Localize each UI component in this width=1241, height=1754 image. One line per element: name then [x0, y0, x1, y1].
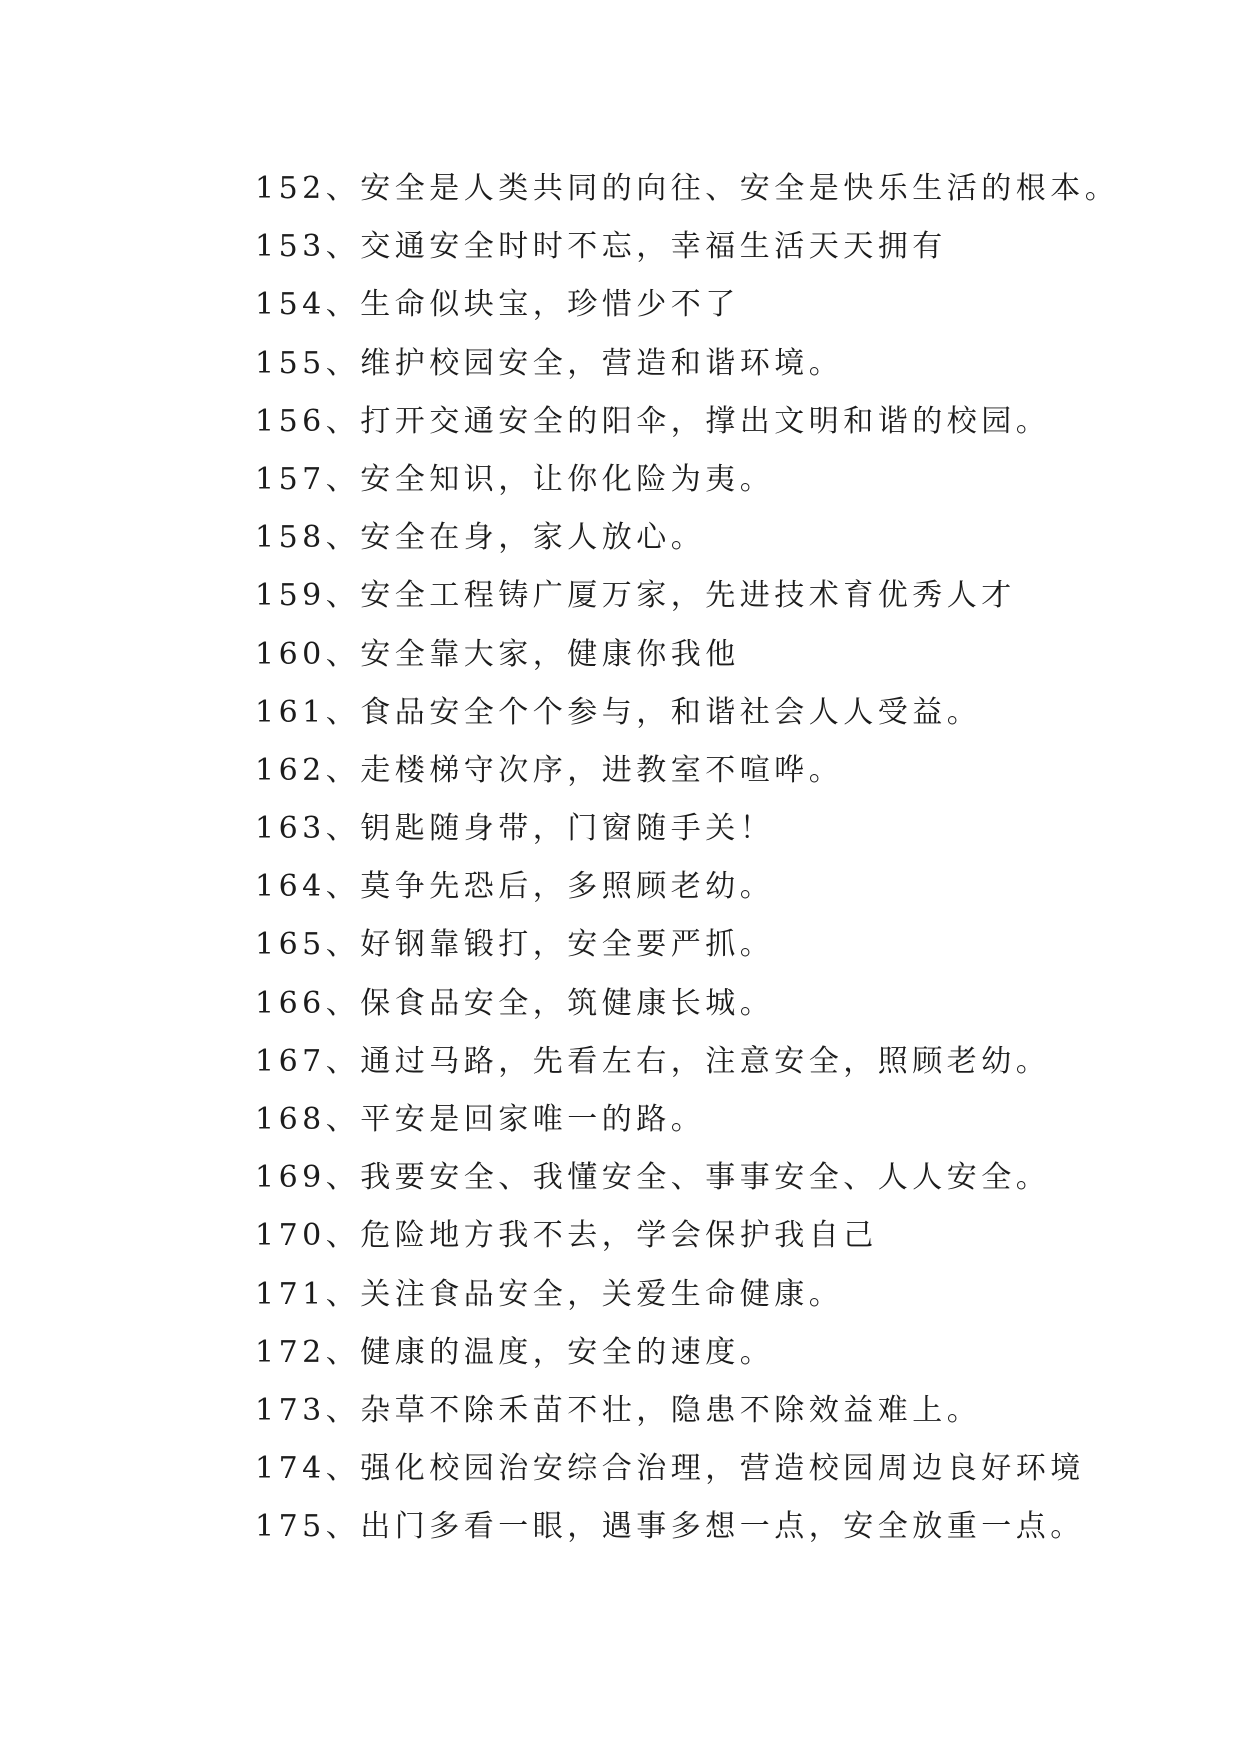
slogan-line: 155、维护校园安全，营造和谐环境。	[255, 345, 844, 381]
slogan-line: 169、我要安全、我懂安全、事事安全、人人安全。	[255, 1160, 1051, 1196]
slogan-line: 162、走楼梯守次序，进教室不喧哗。	[255, 752, 844, 788]
slogan-line: 173、杂草不除禾苗不壮，隐患不除效益难上。	[255, 1392, 982, 1428]
slogan-line: 153、交通安全时时不忘，幸福生活天天拥有	[255, 229, 947, 265]
slogan-line: 165、好钢靠锻打，安全要严抓。	[255, 927, 775, 963]
slogan-line: 166、保食品安全，筑健康长城。	[255, 985, 775, 1021]
slogan-list	[255, 160, 1155, 1557]
slogan-line: 152、安全是人类共同的向往、安全是快乐生活的根本。	[255, 171, 1120, 206]
slogan-line: 170、危险地方我不去，学会保护我自己	[255, 1218, 878, 1254]
slogan-line: 171、关注食品安全，关爱生命健康。	[255, 1276, 844, 1312]
slogan-line: 163、钥匙随身带，门窗随手关！	[255, 811, 775, 847]
slogan-line: 175、出门多看一眼，遇事多想一点，安全放重一点。	[255, 1509, 1085, 1545]
slogan-line: 174、强化校园治安综合治理，营造校园周边良好环境	[255, 1451, 1085, 1487]
slogan-line: 172、健康的温度，安全的速度。	[255, 1334, 775, 1370]
slogan-line: 157、安全知识，让你化险为夷。	[255, 461, 775, 497]
slogan-line: 158、安全在身，家人放心。	[255, 520, 706, 556]
slogan-line: 168、平安是回家唯一的路。	[255, 1102, 706, 1137]
slogan-line: 160、安全靠大家，健康你我他	[255, 636, 740, 672]
slogan-line: 156、打开交通安全的阳伞，撑出文明和谐的校园。	[255, 403, 1051, 439]
slogan-line: 159、安全工程铸广厦万家，先进技术育优秀人才	[255, 578, 1016, 614]
slogan-line: 161、食品安全个个参与，和谐社会人人受益。	[255, 694, 982, 730]
slogan-line: 164、莫争先恐后，多照顾老幼。	[255, 869, 775, 905]
slogan-line: 167、通过马路，先看左右，注意安全，照顾老幼。	[255, 1043, 1051, 1079]
slogan-line: 154、生命似块宝，珍惜少不了	[255, 287, 740, 323]
